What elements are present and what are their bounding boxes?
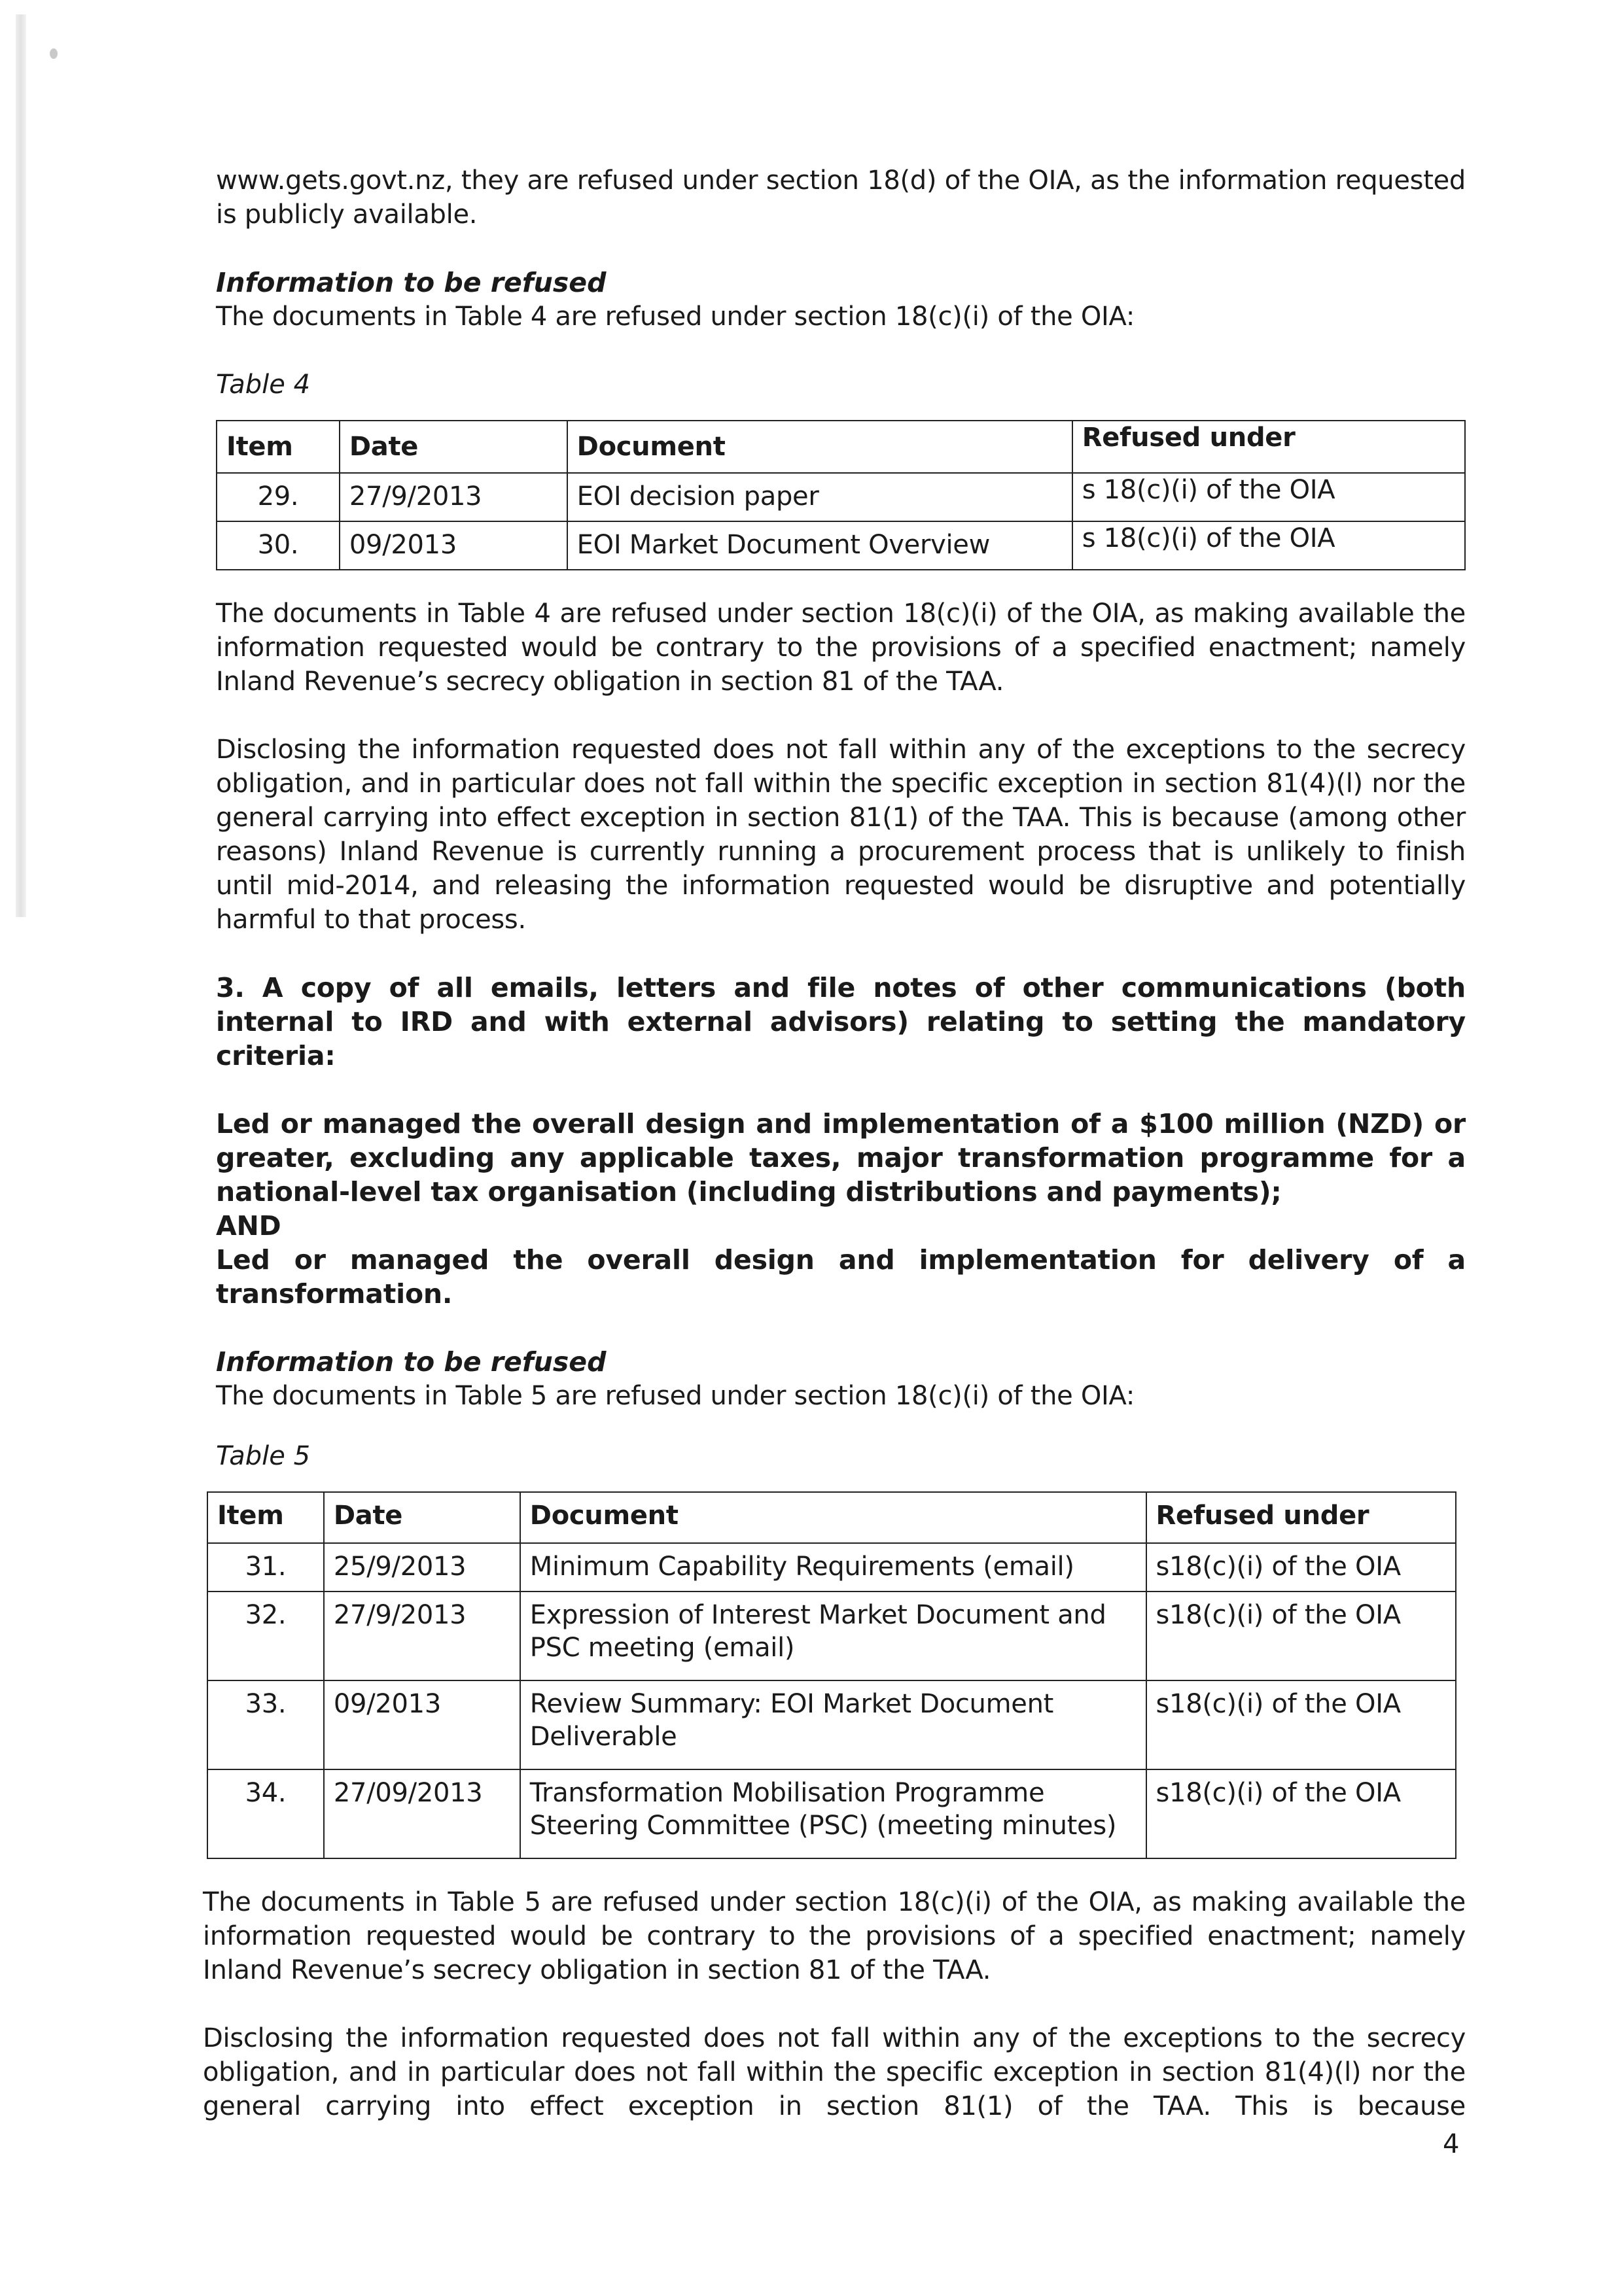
table-row xyxy=(217,521,1465,570)
intro-paragraph: www.gets.govt.nz, they are refused under section 18(d) of the OIA, as the information requested is publicly available. xyxy=(216,165,1466,230)
cell-refused-under: s18(c)(i) of the OIA xyxy=(1146,1543,1456,1592)
cell-item: 34. xyxy=(207,1769,324,1858)
table-5-caption: Table 5 xyxy=(216,1441,311,1471)
table-row xyxy=(207,1680,1456,1769)
cell-document: EOI Market Document Overview xyxy=(567,521,1072,570)
cell-document: EOI decision paper xyxy=(567,473,1072,521)
cell-item: 32. xyxy=(207,1592,324,1680)
header-document: Document xyxy=(520,1492,1146,1543)
header-document: Document xyxy=(567,421,1072,473)
cell-document: Review Summary: EOI Market Document Deliverable xyxy=(520,1680,1146,1769)
header-item: Item xyxy=(207,1492,324,1543)
scan-speck xyxy=(50,48,58,59)
section-a-heading: Information to be refused xyxy=(216,267,607,298)
cell-date: 25/9/2013 xyxy=(324,1543,520,1592)
table-row xyxy=(217,473,1465,521)
table-row xyxy=(207,1543,1456,1592)
document-page xyxy=(203,164,1466,2123)
table-header-row xyxy=(207,1492,1456,1543)
cell-date: 09/2013 xyxy=(340,521,567,570)
criterion-conjunction: AND xyxy=(216,1210,281,1242)
cell-item: 31. xyxy=(207,1543,324,1592)
cell-date: 27/9/2013 xyxy=(340,473,567,521)
table-5-reasoning: Disclosing the information requested does not fall within any of the exceptions to the secrecy obligation, and in particular does not fall within the specific exception in section 81(4)(l) nor the general carrying into effect exception in section 81(1) of the TAA. This is because xyxy=(203,2023,1466,2121)
table-4 xyxy=(216,420,1466,570)
cell-item: 29. xyxy=(217,473,340,521)
cell-date: 27/9/2013 xyxy=(324,1592,520,1680)
cell-refused-under: s18(c)(i) of the OIA xyxy=(1146,1680,1456,1769)
table-5-explanation: The documents in Table 5 are refused under section 18(c)(i) of the OIA, as making available the information requested would be contrary to the provisions of a specified enactment; namely Inland Revenue’s secrecy obligation in section 81 of the TAA. xyxy=(203,1887,1466,1985)
request-3-title: 3. A copy of all emails, letters and file notes of other communications (both internal to IRD and with external advisors) relating to setting the mandatory criteria: xyxy=(216,972,1466,1071)
cell-document: Expression of Interest Market Document and PSC meeting (email) xyxy=(520,1592,1146,1680)
criterion-2: Led or managed the overall design and implementation for delivery of a transformation. xyxy=(216,1244,1466,1310)
cell-date: 09/2013 xyxy=(324,1680,520,1769)
table-row xyxy=(207,1769,1456,1858)
cell-refused-under: s 18(c)(i) of the OIA xyxy=(1072,473,1465,521)
section-b-heading: Information to be refused xyxy=(216,1346,607,1378)
header-date: Date xyxy=(324,1492,520,1543)
section-b-lead: The documents in Table 5 are refused under section 18(c)(i) of the OIA: xyxy=(216,1381,1135,1411)
table-4-reasoning: Disclosing the information requested does not fall within any of the exceptions to the secrecy obligation, and in particular does not fall within the specific exception in section 81(4)(l) nor the general carrying into effect exception in section 81(1) of the TAA. This is because (among other reasons) Inland Revenue is currently running a procurement process that is unlikely to finish until mid-2014, and releasing the information requested would be disruptive and potentially harmful to that process. xyxy=(216,735,1466,935)
cell-document: Minimum Capability Requirements (email) xyxy=(520,1543,1146,1592)
header-date: Date xyxy=(340,421,567,473)
cell-item: 30. xyxy=(217,521,340,570)
criterion-1: Led or managed the overall design and implementation of a $100 million (NZD) or greater, excluding any applicable taxes, major transformation programme for a national-level tax organisation (including distributions and payments); xyxy=(216,1108,1466,1208)
cell-refused-under: s18(c)(i) of the OIA xyxy=(1146,1592,1456,1680)
table-header-row xyxy=(217,421,1465,473)
header-refused-under: Refused under xyxy=(1072,421,1465,473)
section-a-lead: The documents in Table 4 are refused under section 18(c)(i) of the OIA: xyxy=(216,302,1135,332)
header-item: Item xyxy=(217,421,340,473)
cell-refused-under: s18(c)(i) of the OIA xyxy=(1146,1769,1456,1858)
table-5 xyxy=(207,1491,1456,1859)
table-row xyxy=(207,1592,1456,1680)
header-refused-under: Refused under xyxy=(1146,1492,1456,1543)
table-4-caption: Table 4 xyxy=(216,370,311,400)
page-number: 4 xyxy=(1443,2129,1460,2159)
cell-item: 33. xyxy=(207,1680,324,1769)
table-4-explanation: The documents in Table 4 are refused under section 18(c)(i) of the OIA, as making available the information requested would be contrary to the provisions of a specified enactment; namely Inland Revenue’s secrecy obligation in section 81 of the TAA. xyxy=(216,599,1466,697)
scan-edge-shadow xyxy=(16,14,26,917)
cell-document: Transformation Mobilisation Programme Steering Committee (PSC) (meeting minutes) xyxy=(520,1769,1146,1858)
cell-refused-under: s 18(c)(i) of the OIA xyxy=(1072,521,1465,570)
cell-date: 27/09/2013 xyxy=(324,1769,520,1858)
